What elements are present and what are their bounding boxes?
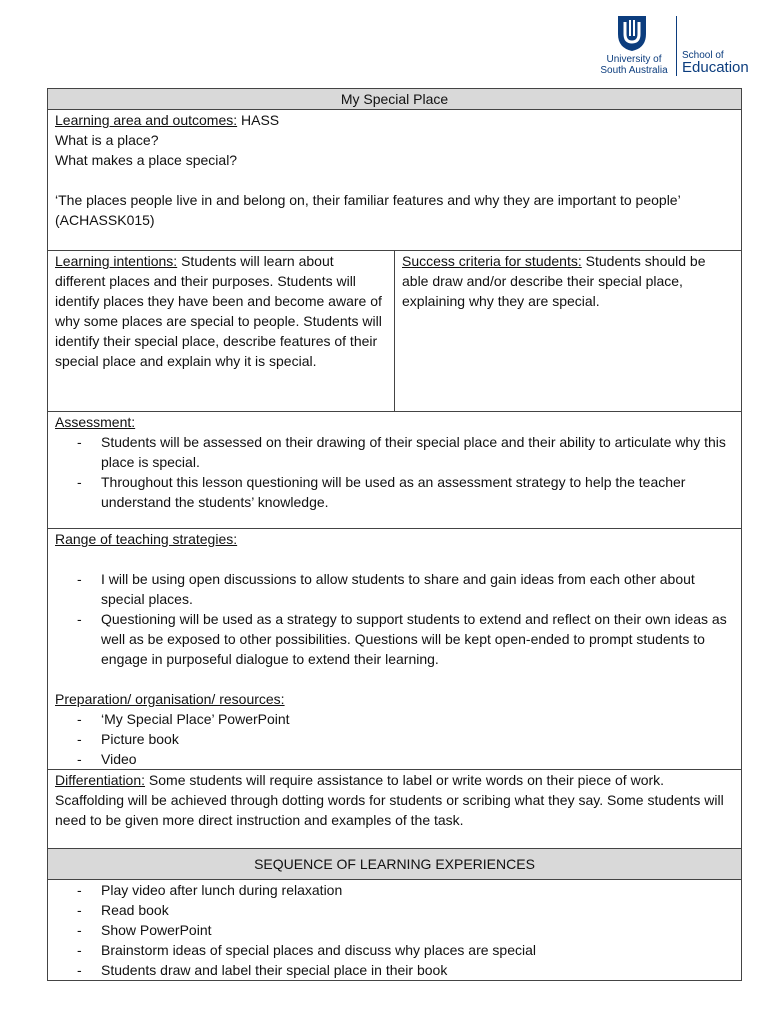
learning-intentions-text: Students will learn about different places and their purposes. Students will identify places they have been and become aware of why some places are special to people. Students will identify their special place, describe features of their special place and explain why it is special.	[55, 253, 382, 369]
sequence-title: SEQUENCE OF LEARNING EXPERIENCES	[48, 849, 742, 880]
resources-list	[55, 709, 734, 769]
differentiation-label: Differentiation:	[55, 772, 146, 788]
sequence-header-row	[48, 849, 742, 880]
strategies-row	[48, 529, 742, 770]
success-criteria-label: Success criteria for students:	[402, 253, 582, 269]
lesson-plan-table	[47, 88, 742, 981]
learning-area-row	[48, 110, 742, 251]
preparation-label: Preparation/ organisation/ resources:	[55, 691, 285, 707]
page-title: My Special Place	[48, 89, 742, 110]
assessment-label: Assessment:	[55, 414, 136, 430]
logo-divider	[676, 16, 677, 76]
learning-area-label: Learning area and outcomes:	[55, 112, 238, 128]
list-item: - Picture book	[55, 729, 734, 749]
learning-intentions-cell	[48, 251, 395, 412]
intentions-row	[48, 251, 742, 412]
sequence-list	[55, 880, 734, 980]
differentiation-row	[48, 770, 742, 849]
list-item: - Questioning will be used as a strategy to support students to extend and reflect on their own ideas as well as be exposed to other possibilities. Questions will be kept open-ended to prompt students to engage in purposeful dialogue to extend their learning.	[55, 609, 734, 669]
learning-area-value: HASS	[241, 112, 280, 128]
strategies-list	[55, 569, 734, 669]
differentiation-cell	[48, 770, 742, 849]
strategies-cell	[48, 529, 742, 770]
question-1: What is a place?	[55, 132, 159, 148]
list-item: - Brainstorm ideas of special places and discuss why places are special	[55, 940, 734, 960]
learning-intentions-label: Learning intentions:	[55, 253, 178, 269]
list-item: - I will be using open discussions to allow students to share and gain ideas from each other about special places.	[55, 569, 734, 609]
question-2: What makes a place special?	[55, 152, 238, 168]
learning-area-cell	[48, 110, 742, 251]
success-criteria-cell	[395, 251, 742, 412]
list-item: - Throughout this lesson questioning will be used as an assessment strategy to help the teacher understand the students’ knowledge.	[55, 472, 734, 512]
unisa-crest-icon	[616, 14, 648, 52]
faculty-name: Education	[682, 59, 749, 76]
list-item: - Read book	[55, 900, 734, 920]
university-logo	[596, 14, 756, 78]
list-item: - Video	[55, 749, 734, 769]
assessment-list	[55, 432, 734, 512]
list-item: - ‘My Special Place’ PowerPoint	[55, 709, 734, 729]
curriculum-outcome: ‘The places people live in and belong on, their familiar features and why they are important to people’ (ACHASSK015)	[55, 192, 681, 228]
list-item: - Students will be assessed on their drawing of their special place and their ability to articulate why this place is special.	[55, 432, 734, 472]
university-name: University of South Australia	[600, 54, 668, 76]
success-criteria-text: Students should be able draw and/or describe their special place, explaining why they are special.	[402, 253, 706, 309]
title-row	[48, 89, 742, 110]
list-item: - Students draw and label their special place in their book	[55, 960, 734, 980]
list-item: - Show PowerPoint	[55, 920, 734, 940]
differentiation-text: Some students will require assistance to label or write words on their piece of work. Scaffolding will be achieved through dotting words for students or scribing what they say. Some students will need to be given more direct instruction and examples of the task.	[55, 772, 724, 828]
sequence-cell	[48, 880, 742, 981]
assessment-cell	[48, 412, 742, 529]
list-item: - Play video after lunch during relaxation	[55, 880, 734, 900]
school-label: School of	[682, 50, 724, 61]
strategies-label: Range of teaching strategies:	[55, 531, 238, 547]
sequence-row	[48, 880, 742, 981]
assessment-row	[48, 412, 742, 529]
